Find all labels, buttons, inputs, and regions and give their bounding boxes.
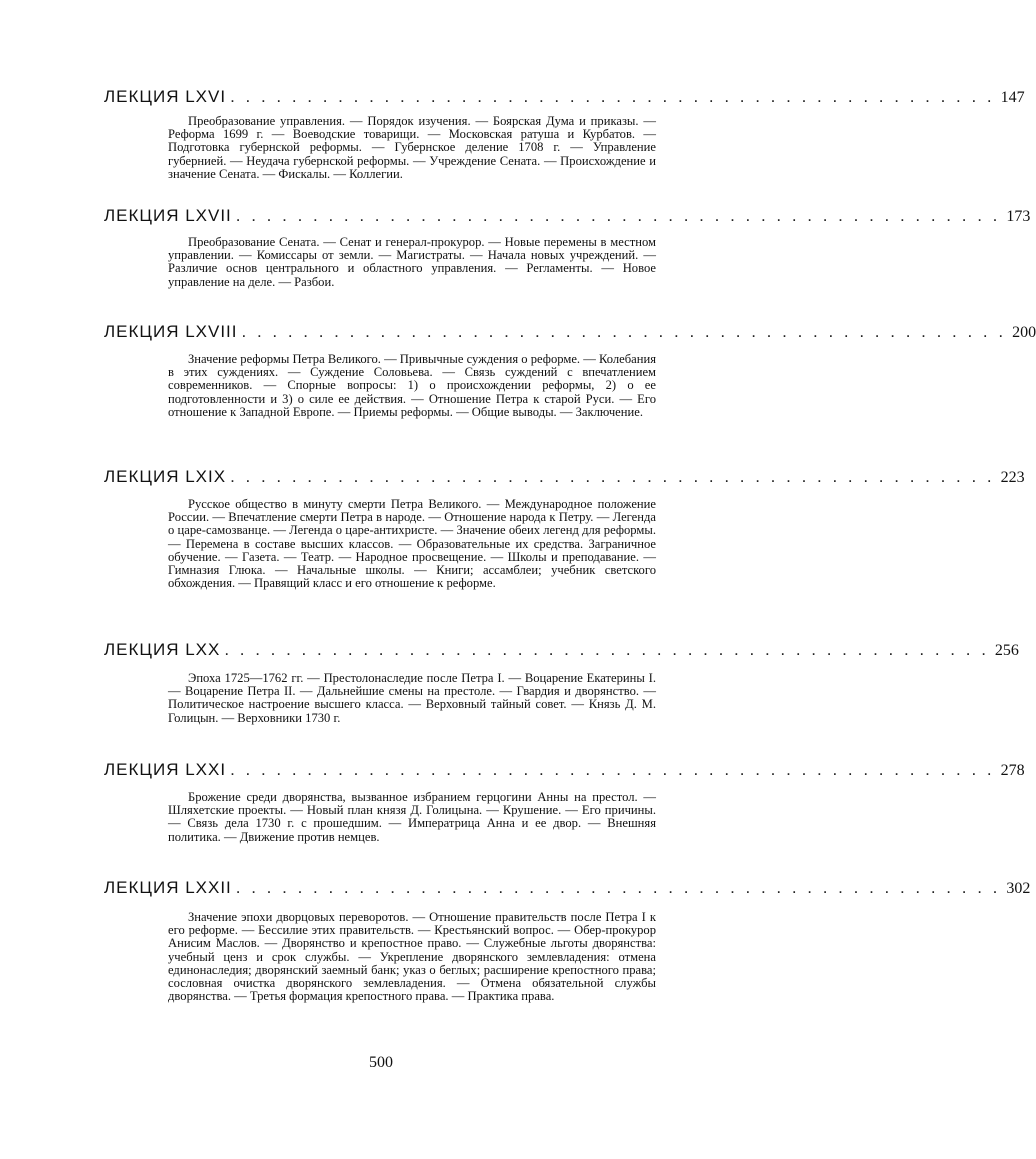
lecture-entry [104, 640, 1019, 725]
dot-leader: . . . . . . . . . . . . . . . . . . . . . . . . . . . . . . . . . . . . . . . . . . . . . . . . . . [230, 760, 995, 779]
lecture-page-number: 256 [994, 642, 1019, 659]
lecture-page-number: 173 [1006, 208, 1031, 225]
lecture-entry [104, 878, 1031, 1004]
lecture-entry [104, 87, 1025, 181]
dot-leader: . . . . . . . . . . . . . . . . . . . . . . . . . . . . . . . . . . . . . . . . . . . . . . . . . . [235, 206, 1001, 225]
lecture-page-number: 302 [1006, 880, 1031, 897]
lecture-heading [104, 640, 1019, 662]
dot-leader: . . . . . . . . . . . . . . . . . . . . . . . . . . . . . . . . . . . . . . . . . . . . . . . . . . [230, 467, 995, 486]
lecture-heading [104, 87, 1025, 109]
lecture-heading [104, 206, 1031, 228]
lecture-page-number: 147 [1000, 89, 1025, 106]
lecture-heading [104, 878, 1031, 900]
lecture-summary: Значение реформы Петра Великого. — Привычные суждения о реформе. — Колебания в этих суждениях. — Суждение Соловьева. — Связь суждений с впечатлением современников. — Спорные вопросы: 1) о происхождении реформы, 2) о ее подготовленности и 3) о силе ее действия. — Отношение Петра к старой Руси. — Его отношение к Западной Европе. — Приемы реформы. — Общие выводы. — Заключение. [168, 352, 656, 419]
lecture-page-number: 223 [1000, 469, 1025, 486]
lecture-title: ЛЕКЦИЯ LXVIII [104, 322, 238, 341]
dot-leader: . . . . . . . . . . . . . . . . . . . . . . . . . . . . . . . . . . . . . . . . . . . . . . . . . . [235, 878, 1001, 897]
lecture-summary: Значение эпохи дворцовых переворотов. — Отношение правительств после Петра I к его реформе. — Бессилие этих правительств. — Крестьянский вопрос. — Обер-прокурор Анисим Маслов. — Дворянство и крепостное право. — Служебные льготы дворянства: учебный ценз и срок службы. — Укрепление дворянского землевладения: отмена единонаследия; дворянский заемный банк; указ о беглых; расширение крепостного права; сословная очистка дворянского землевладения. — Отмена обязательной службы дворянства. — Третья формация крепостного права. — Практика права. [168, 910, 656, 1004]
lecture-entry [104, 467, 1025, 591]
lecture-title: ЛЕКЦИЯ LXVI [104, 87, 227, 106]
lecture-summary: Преобразование управления. — Порядок изучения. — Боярская Дума и приказы. — Реформа 1699 г. — Воеводские товарищи. — Московская ратуша и Курбатов. — Подготовка губернской реформы. — Губернское деление 1708 г. — Управление губернией. — Неудача губернской реформы. — Учреждение Сената. — Происхождение и значение Сената. — Фискалы. — Коллегии. [168, 114, 656, 181]
dot-leader: . . . . . . . . . . . . . . . . . . . . . . . . . . . . . . . . . . . . . . . . . . . . . . . . . . [224, 640, 989, 659]
lecture-page-number: 200 [1012, 324, 1036, 341]
lecture-page-number: 278 [1000, 762, 1025, 779]
lecture-heading [104, 467, 1025, 489]
lecture-title: ЛЕКЦИЯ LXVII [104, 206, 232, 225]
lecture-heading [104, 760, 1025, 782]
lecture-entry [104, 760, 1025, 844]
lecture-entry [104, 206, 1031, 289]
lecture-title: ЛЕКЦИЯ LXIX [104, 467, 227, 486]
lecture-heading [104, 322, 1036, 344]
lecture-title: ЛЕКЦИЯ LXXII [104, 878, 232, 897]
lecture-entry [104, 322, 1036, 419]
lecture-summary: Брожение среди дворянства, вызванное избранием герцогини Анны на престол. — Шляхетские проекты. — Новый план князя Д. Голицына. — Крушение. — Его причины. — Связь дела 1730 г. с прошедшим. — Императрица Анна и ее двор. — Внешняя политика. — Движение против немцев. [168, 790, 656, 844]
lecture-title: ЛЕКЦИЯ LXX [104, 640, 221, 659]
page-number: 500 [369, 1054, 393, 1071]
dot-leader: . . . . . . . . . . . . . . . . . . . . . . . . . . . . . . . . . . . . . . . . . . . . . . . . . . [241, 322, 1007, 341]
lecture-summary: Русское общество в минуту смерти Петра Великого. — Международное положение России. — Впечатление смерти Петра в народе. — Отношение народа к Петру. — Легенда о царе-самозванце. — Легенда о царе-антихристе. — Значение обеих легенд для реформы. — Перемена в составе высших классов. — Образовательные их средства. Заграничное обучение. — Газета. — Театр. — Народное просвещение. — Школы и преподавание. — Гимназия Глюка. — Начальные школы. — Книги; ассамблеи; учебник светского обхождения. — Правящий класс и его отношение к реформе. [168, 497, 656, 591]
lecture-summary: Эпоха 1725—1762 гг. — Престолонаследие после Петра I. — Воцарение Екатерины I. — Воцарение Петра II. — Дальнейшие смены на престоле. — Гвардия и дворянство. — Политическое настроение высшего класса. — Верховный тайный совет. — Князь Д. М. Голицын. — Верховники 1730 г. [168, 671, 656, 725]
lecture-summary: Преобразование Сената. — Сенат и генерал-прокурор. — Новые перемены в местном управлении. — Комиссары от земли. — Магистраты. — Начала новых учреждений. — Различие основ центрального и областного управления. — Регламенты. — Новое управление на деле. — Разбои. [168, 235, 656, 289]
lecture-title: ЛЕКЦИЯ LXXI [104, 760, 227, 779]
dot-leader: . . . . . . . . . . . . . . . . . . . . . . . . . . . . . . . . . . . . . . . . . . . . . . . . . . [230, 87, 995, 106]
